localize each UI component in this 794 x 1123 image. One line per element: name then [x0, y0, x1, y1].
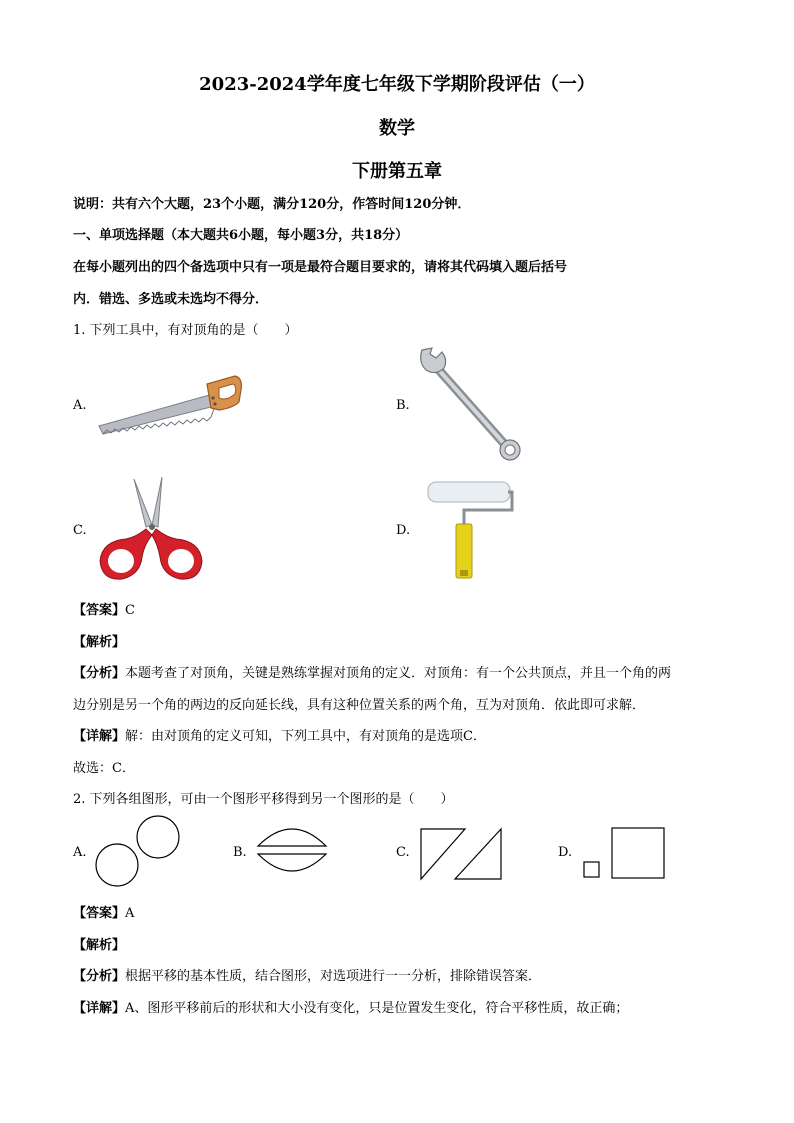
q2-fenxi-text: 根据平移的基本性质，结合图形，对选项进行一一分析，排除错误答案． — [125, 969, 542, 984]
two-squares-figure — [582, 826, 666, 880]
fenxi-tag: 【分析】 — [73, 969, 126, 984]
q1-stem: 1. 下列工具中，有对顶角的是（ ） — [73, 323, 298, 338]
q1-option-c-label: C. — [73, 523, 87, 538]
q2-option-d-label: D. — [558, 845, 573, 860]
q2-answer-line — [73, 902, 134, 921]
q1-conclusion: 故选：C． — [73, 761, 135, 776]
xiangjie-tag: 【详解】 — [73, 1001, 126, 1016]
q1-answer: C — [125, 603, 135, 618]
q1-xiangjie-text: 解：由对顶角的定义可知，下列工具中，有对顶角的是选项C． — [125, 729, 486, 744]
chapter-title: 下册第五章 — [352, 161, 442, 182]
q2-option-c-label: C. — [396, 845, 410, 860]
q2-fenxi-line — [73, 965, 541, 984]
q1-option-d-label: D. — [396, 523, 411, 538]
q2-answer: A — [125, 906, 135, 921]
saw-icon — [95, 372, 245, 438]
xiangjie-tag: 【详解】 — [73, 729, 126, 744]
fenxi-tag: 【分析】 — [73, 666, 126, 681]
q2-option-a-label: A. — [73, 845, 87, 860]
wrench-icon — [416, 346, 522, 464]
page-title: 2023-2024学年度七年级下学期阶段评估（一） — [199, 74, 595, 95]
section1-heading: 一、单项选择题（本大题共6小题，每小题3分，共18分） — [73, 228, 409, 243]
q1-option-a-label: A. — [73, 398, 87, 413]
split-ellipse-figure — [254, 820, 330, 880]
answer-tag: 【答案】 — [73, 603, 126, 618]
q1-xiangjie-line — [73, 725, 486, 744]
q2-xiangjie-text: A、图形平移前后的形状和大小没有变化，只是位置发生变化，符合平移性质，故正确； — [125, 1001, 629, 1016]
q2-analysis-tag: 【解析】 — [73, 938, 126, 953]
q1-analysis-tag: 【解析】 — [73, 635, 126, 650]
section1-desc-line1: 在每小题列出的四个备选项中只有一项是最符合题目要求的，请将其代码填入题后括号 — [73, 260, 568, 275]
q2-stem: 2. 下列各组图形，可由一个图形平移得到另一个图形的是（ ） — [73, 792, 454, 807]
answer-tag: 【答案】 — [73, 906, 126, 921]
q1-option-b-label: B. — [396, 398, 410, 413]
q2-xiangjie-line — [73, 997, 628, 1016]
scissors-icon — [96, 475, 206, 585]
section1-desc-line2: 内．错选、多选或未选均不得分． — [73, 292, 269, 307]
two-triangles-figure — [419, 827, 503, 881]
q1-fenxi-line1 — [73, 662, 671, 681]
paint-roller-icon — [424, 478, 514, 582]
q1-answer-line — [73, 599, 135, 618]
two-circles-figure — [93, 815, 185, 889]
exam-note: 说明：共有六个大题，23个小题，满分120分，作答时间120分钟． — [73, 197, 471, 212]
q1-fenxi-text1: 本题考查了对顶角，关键是熟练掌握对顶角的定义．对顶角：有一个公共顶点，并且一个角的两 — [125, 666, 672, 681]
q2-option-b-label: B. — [233, 845, 247, 860]
q1-fenxi-line2: 边分别是另一个角的两边的反向延长线，具有这种位置关系的两个角，互为对顶角．依此即可求解． — [73, 698, 646, 713]
subject-title: 数学 — [379, 118, 415, 139]
